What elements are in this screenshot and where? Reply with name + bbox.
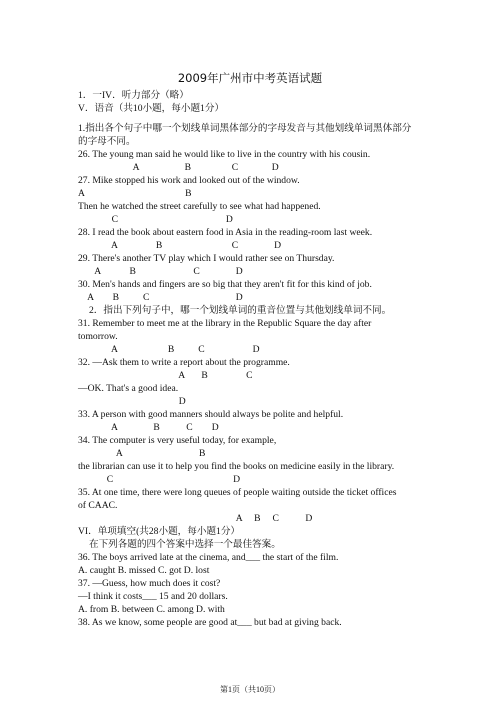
document-body	[78, 89, 418, 629]
text-line: 32. —Ask them to write a report about the programme.	[78, 357, 290, 368]
text-line: 33. A person with good manners should always be polite and helpful.	[78, 409, 344, 420]
text-line: 30. Men's hands and fingers are so big that they aren't fit for this kind of job.	[78, 279, 372, 290]
text-line: Then he watched the street carefully to see what had happened.	[78, 201, 321, 212]
option-letters-line: A B C D	[78, 513, 313, 524]
text-line: V．语音（共10小题，每小题1分）	[78, 103, 225, 114]
text-line: 34. The computer is very useful today, for example,	[78, 435, 277, 446]
option-letters-line: A B C D	[78, 240, 282, 251]
option-letters-line: A B C D	[78, 292, 243, 303]
text-line: 1．一IV．听力部分（略）	[78, 90, 189, 101]
text-line: 31. Remember to meet me at the library in the Republic Square the day after	[78, 318, 372, 329]
option-letters-line: A B C D	[78, 162, 279, 173]
text-line: 37. —Guess, how much does it cost?	[78, 578, 221, 589]
page-footer: 第1页（共10页）	[220, 685, 280, 694]
option-letters-line: A B C D	[78, 266, 243, 277]
option-letters-line: A B	[78, 448, 206, 459]
text-line: 28. I read the book about eastern food in Asia in the reading-room last week.	[78, 227, 373, 238]
option-letters-line: A B	[78, 188, 192, 199]
option-letters-line: D	[78, 396, 186, 407]
text-line: —I think it costs___ 15 and 20 dollars.	[78, 591, 228, 602]
option-letters-line: C D	[78, 474, 241, 485]
text-line: tomorrow.	[78, 331, 118, 342]
text-line: of CAAC.	[78, 500, 118, 511]
text-line: VI．单项填空(共28小题，每小题1分）	[78, 526, 241, 537]
option-letters-line: A B C D	[78, 344, 260, 355]
text-line: 在下列各题的四个答案中选择一个最佳答案。	[89, 539, 281, 550]
text-line: 2．指出下列句子中，哪一个划线单词的重音位置与其他划线单词不同。	[89, 305, 392, 316]
text-line: 26. The young man said he would like to live in the country with his cousin.	[78, 149, 371, 160]
text-line: 27. Mike stopped his work and looked out of the window.	[78, 175, 300, 186]
spacer	[78, 115, 418, 122]
option-letters-line: C D	[78, 214, 233, 225]
text-line: 38. As we know, some people are good at___ but bad at giving back.	[78, 617, 342, 628]
text-line: the librarian can use it to help you find the books on medicine easily in the library.	[78, 461, 395, 472]
text-line: A. caught B. missed C. got D. lost	[78, 565, 210, 576]
text-line: —OK. That's a good idea.	[78, 383, 179, 394]
text-line: 35. At one time, there were long queues of people waiting outside the ticket offices	[78, 487, 397, 498]
option-letters-line: A B C	[78, 370, 253, 381]
option-letters-line: A B C D	[78, 422, 219, 433]
text-line: 29. There's another TV play which I would rather see on Thursday.	[78, 253, 335, 264]
text-line: A. from B. between C. among D. with	[78, 604, 225, 615]
text-line: 36. The boys arrived late at the cinema, and___ the start of the film.	[78, 552, 339, 563]
text-line: 1.指出各个句子中哪一个划线单词黑体部分的字母发音与其他划线单词黑体部分的字母不同。	[78, 123, 412, 147]
page-title: 2009年广州市中考英语试题	[177, 71, 323, 85]
